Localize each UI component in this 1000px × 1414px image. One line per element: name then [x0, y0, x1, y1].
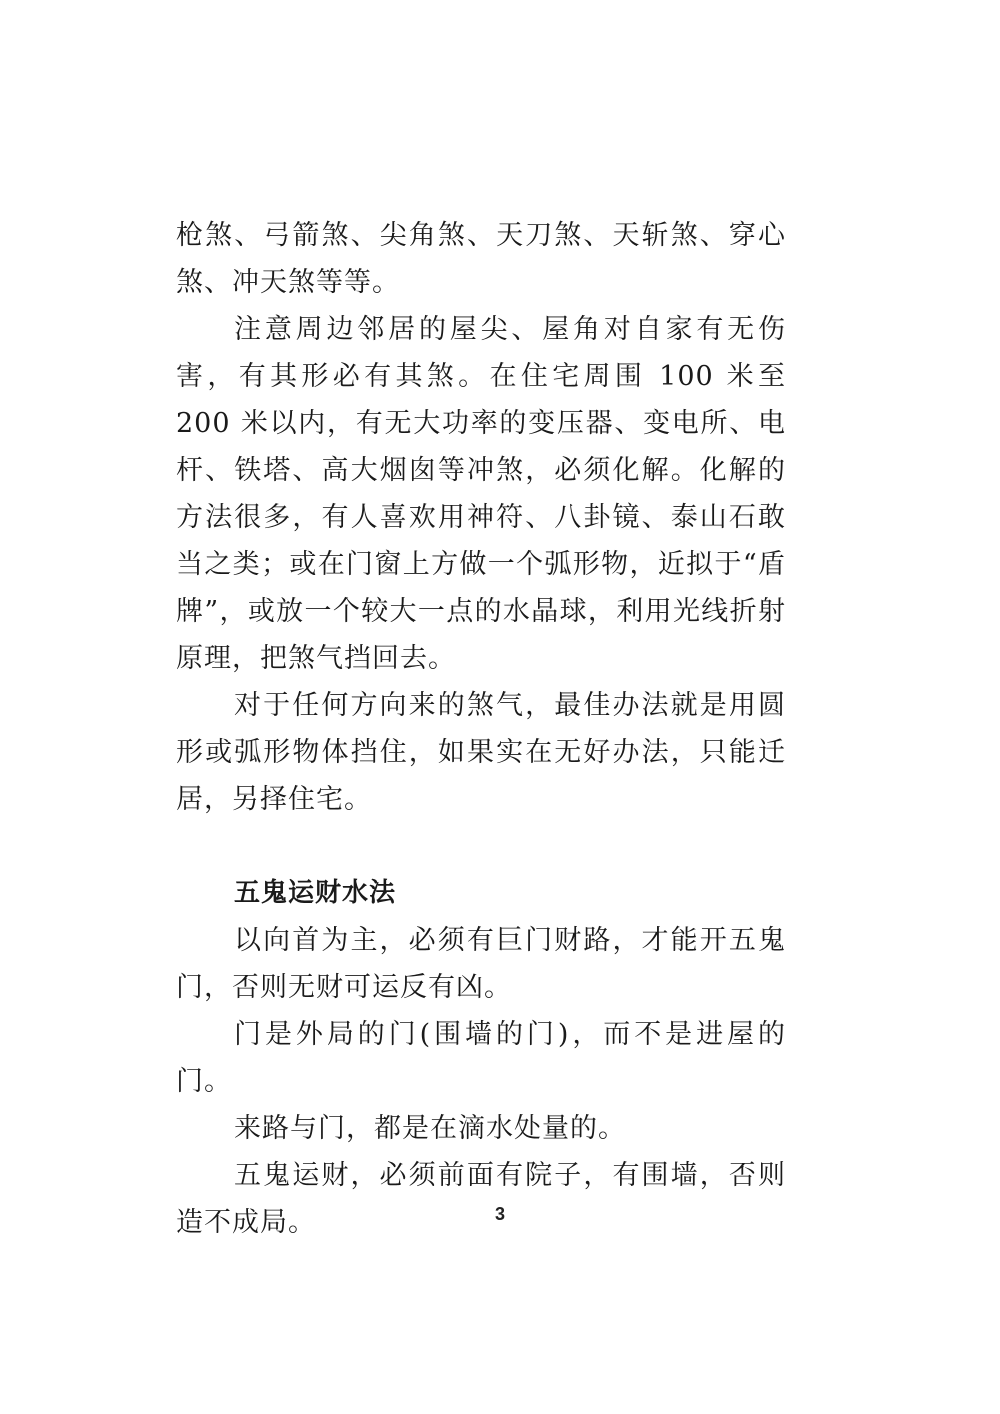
paragraph-measure-point: 来路与门，都是在滴水处量的。 — [234, 1113, 626, 1144]
body-text — [176, 212, 786, 1246]
section-heading: 五鬼运财水法 — [234, 878, 397, 908]
paragraph-courtyard: 五鬼运财，必须前面有院子，有围墙，否则造不成局。 — [176, 1160, 786, 1238]
paragraph-neighbor-roofs: 注意周边邻居的屋尖、屋角对自家有无伤害，有其形必有其煞。在住宅周围 100 米至 200 米以内，有无大功率的变压器、变电所、电杆、铁塔、高大烟囱等冲煞，必须化解。化解的方法很多，有人喜欢用神符、八卦镜、泰山石敢当之类；或在门窗上方做一个弧形物，近拟于“盾牌”，或放一个较大一点的水晶球，利用光线折射原理，把煞气挡回去。 — [176, 314, 786, 674]
paragraph-outer-gate: 门是外局的门(围墙的门)，而不是进屋的门。 — [176, 1019, 786, 1097]
page-number: 3 — [494, 1204, 505, 1224]
paragraph-best-method: 对于任何方向来的煞气，最佳办法就是用圆形或弧形物体挡住，如果实在无好办法，只能迁居，另择住宅。 — [176, 690, 786, 815]
paragraph-xiangshou: 以向首为主，必须有巨门财路，才能开五鬼门，否则无财可运反有凶。 — [176, 925, 786, 1003]
paragraph-sha-list: 枪煞、弓箭煞、尖角煞、天刀煞、天斩煞、穿心煞、冲天煞等等。 — [176, 220, 786, 298]
section-spacer — [176, 823, 786, 870]
